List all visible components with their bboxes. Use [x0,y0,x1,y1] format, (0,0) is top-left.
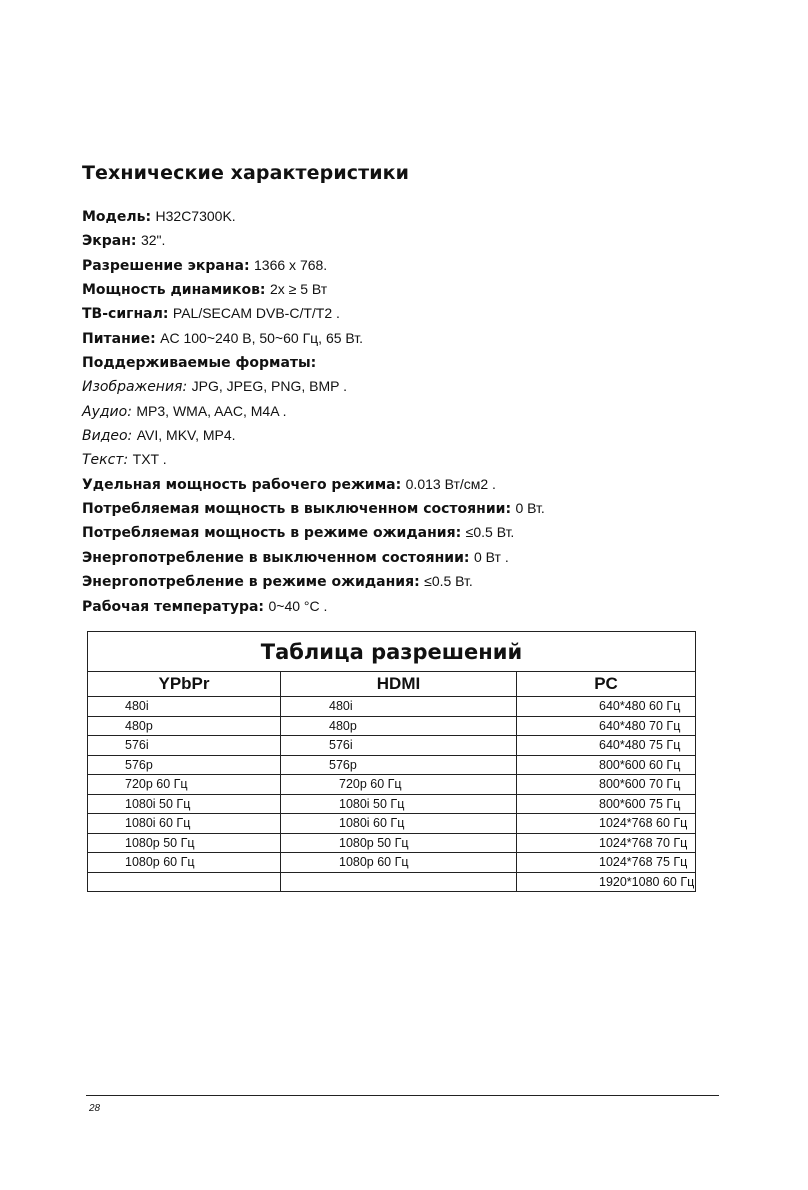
spec-label: Текст: [82,452,129,469]
table-cell: 1080i 60 Гц [281,814,517,834]
spec-row [82,594,762,618]
table-cell: 720p 60 Гц [281,775,517,795]
spec-label: ТВ-сигнал: [82,306,169,323]
spec-label: Видео: [82,428,133,445]
spec-value: H32C7300K. [155,208,236,224]
spec-row [82,520,762,544]
table-cell: 1080i 50 Гц [281,794,517,814]
spec-value: 0.013 Вт/см2 . [405,475,496,492]
spec-row [82,374,762,398]
spec-value: 32". [140,232,166,249]
spec-value: AC 100~240 В, 50~60 Гц, 65 Вт. [160,329,364,346]
page-number: 28 [89,1103,101,1114]
spec-value: TXT . [132,451,167,468]
spec-row [82,423,762,447]
table-cell: 1920*1080 60 Гц [517,872,696,892]
table-caption-row [88,632,696,672]
table-cell: 1024*768 70 Гц [517,833,696,853]
table-cell: 800*600 70 Гц [517,775,696,795]
table-cell: 576i [281,736,517,756]
table-row [88,775,696,795]
spec-row [82,399,762,423]
spec-label: Энергопотребление в выключенном состоянии: [82,549,470,566]
column-header-ypbpr: YPbPr [88,672,281,697]
table-cell: 640*480 60 Гц [517,697,696,717]
spec-row [82,228,762,252]
spec-value: 2x ≥ 5 Вт [269,281,328,298]
table-cell: 480i [281,697,517,717]
table-cell: 1080p 60 Гц [281,853,517,873]
table-row [88,794,696,814]
spec-row [82,545,762,569]
page-title: Технические характеристики [82,162,410,184]
table-cell: 480p [281,716,517,736]
table-cell: 1080p 60 Гц [88,853,281,873]
table-caption: Таблица разрешений [88,632,696,672]
table-cell: 480p [88,716,281,736]
table-cell: 1080i 50 Гц [88,794,281,814]
spec-row [82,204,762,228]
spec-label: Энергопотребление в режиме ожидания: [82,574,420,591]
spec-row [82,496,762,520]
table-cell: 1080p 50 Гц [88,833,281,853]
spec-value: MP3, WMA, AAC, M4A . [136,402,287,419]
table-cell: 1080i 60 Гц [88,814,281,834]
table-row [88,833,696,853]
spec-label: Рабочая температура: [82,598,265,615]
spec-row [82,301,762,325]
table-cell: 576i [88,736,281,756]
table-cell: 576p [88,755,281,775]
table-row [88,736,696,756]
spec-label: Экран: [82,233,137,250]
spec-row [82,277,762,301]
spec-label: Питание: [82,330,156,347]
spec-value: ≤0.5 Вт. [465,524,515,541]
spec-value: 0~40 °C . [268,597,328,614]
table-cell: 720p 60 Гц [88,775,281,795]
spec-row [82,472,762,496]
table-header-row [88,672,696,697]
spec-value: 0 Вт . [473,548,509,565]
table-row [88,697,696,717]
table-cell: 1080p 50 Гц [281,833,517,853]
spec-row [82,350,762,374]
specs-list [82,204,762,618]
spec-label: Изображения: [82,379,188,396]
footer-divider [86,1095,719,1096]
table-cell: 640*480 75 Гц [517,736,696,756]
spec-value: 0 Вт. [515,500,545,517]
table-row [88,853,696,873]
spec-row [82,326,762,350]
spec-value: ≤0.5 Вт. [424,573,473,590]
spec-row [82,253,762,277]
table-row [88,872,696,892]
spec-label: Разрешение экрана: [82,257,250,274]
spec-label: Удельная мощность рабочего режима: [82,476,402,493]
spec-value: JPG, JPEG, PNG, BMP . [191,378,347,395]
column-header-hdmi: HDMI [281,672,517,697]
spec-label: Поддерживаемые форматы: [82,355,317,372]
table-cell: 640*480 70 Гц [517,716,696,736]
spec-value: AVI, MKV, MP4. [136,427,236,444]
column-header-pc: PC [517,672,696,697]
spec-value: PAL/SECAM DVB-C/T/T2 . [172,305,340,322]
spec-label: Мощность динамиков: [82,282,266,299]
table-cell [281,872,517,892]
table-row [88,716,696,736]
table-cell: 1024*768 60 Гц [517,814,696,834]
table-cell: 1024*768 75 Гц [517,853,696,873]
table-cell [88,872,281,892]
table-row [88,755,696,775]
spec-label: Аудио: [82,403,132,420]
spec-row [82,447,762,471]
spec-value: 1366 x 768. [254,256,328,273]
table-cell: 800*600 75 Гц [517,794,696,814]
table-cell: 576p [281,755,517,775]
spec-row [82,569,762,593]
table-cell: 800*600 60 Гц [517,755,696,775]
table-row [88,814,696,834]
spec-label: Модель: [82,209,152,225]
resolution-table [87,631,696,892]
table-cell: 480i [88,697,281,717]
spec-label: Потребляемая мощность в режиме ожидания: [82,525,462,542]
spec-label: Потребляемая мощность в выключенном состоянии: [82,501,512,518]
